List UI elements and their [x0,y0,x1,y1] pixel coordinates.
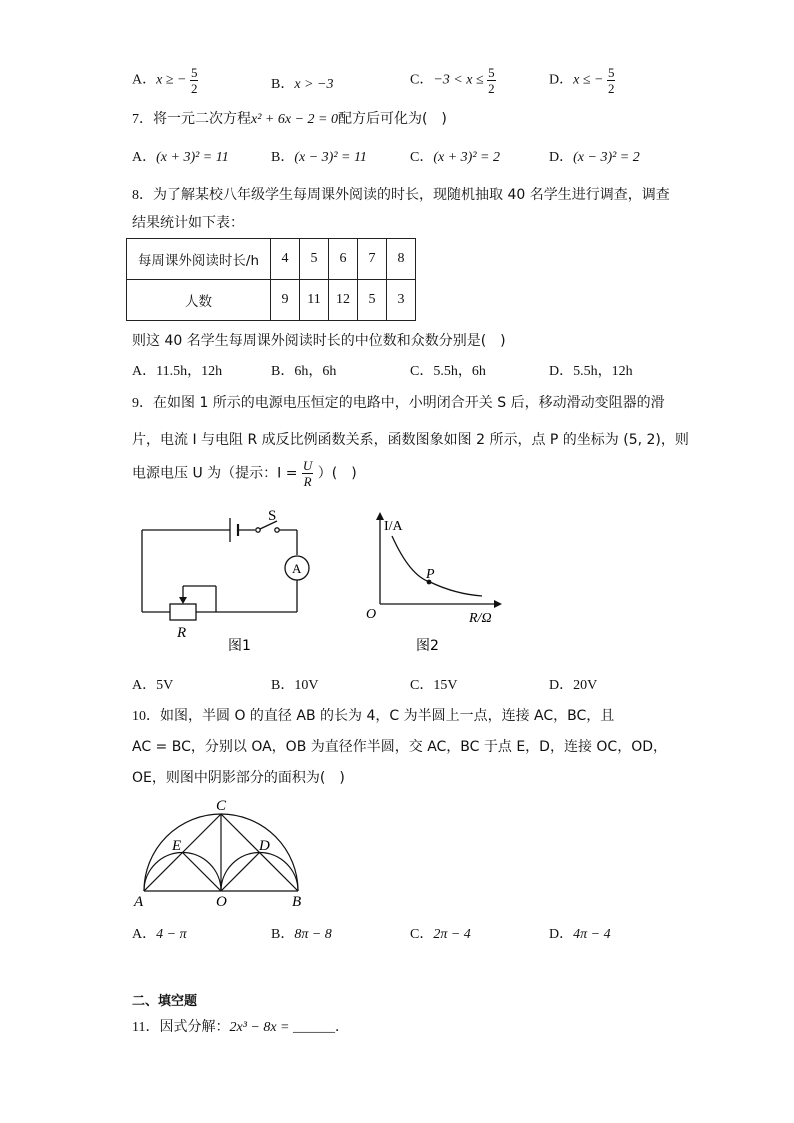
table-cell: 3 [387,280,416,321]
table-cell: 9 [271,280,300,321]
table-row [127,280,416,321]
q8-option-d: D．5.5h，12h [549,364,633,379]
q11-stem: 11．因式分解：2x³ − 8x = ______． [132,1019,350,1035]
table-header-time: 每周课外阅读时长/h [127,239,271,280]
q8-option-c: C．5.5h，6h [410,364,486,379]
label-b: B [292,894,302,910]
q7-option-d: D．(x − 3)² = 2 [549,150,640,165]
label-a: A [134,894,144,910]
q8-option-a: A．11.5h，12h [132,364,223,379]
label-d: D [259,838,270,854]
q10-option-b: B．8π − 8 [271,927,332,942]
inverse-function-graph [360,508,505,660]
q7-option-c: C．(x + 3)² = 2 [410,150,500,165]
q8-question: 则这 40 名学生每周课外阅读时长的中位数和众数分别是( ) [132,333,506,349]
q9-option-d: D．20V [549,678,598,693]
q9-option-c: C．15V [410,678,458,693]
small-semicircle-left [144,853,221,891]
table-cell: 8 [387,239,416,280]
q8-stem-line2: 结果统计如下表： [132,215,244,231]
table-cell: 12 [329,280,358,321]
table-cell: 11 [300,280,329,321]
table-cell: 5 [358,280,387,321]
q9-option-a: A．5V [132,678,174,693]
resistor-label: R [177,625,187,641]
point-p-label: P [426,567,435,582]
origin-label: O [366,607,377,622]
q10-option-c: C．2π − 4 [410,927,471,942]
section-title: 二、填空题 [132,994,198,1009]
q7-stem: 7．将一元二次方程x² + 6x − 2 = 0配方后可化为( ) [132,111,447,127]
table-cell: 5 [300,239,329,280]
label-o: O [216,894,227,910]
table-cell: 6 [329,239,358,280]
label-e: E [172,838,182,854]
q9-option-b: B．10V [271,678,319,693]
q10-option-d: D．4π − 4 [549,927,611,942]
q6-option-a: A．x ≥ − $\frac{5}{2}$ [132,65,198,96]
q9-stem-line3: 电源电压 U 为（提示：I = $\frac{U}{R}$ ）( ) [132,458,357,489]
label-c: C [216,798,227,814]
q6-option-d: D．x ≤ − $\frac{5}{2}$ [549,65,615,96]
table-cell: 4 [271,239,300,280]
q10-stem-line1: 10．如图，半圆 O 的直径 AB 的长为 4，C 为半圆上一点，连接 AC，BC，且 [132,708,615,724]
q10-stem-line2: AC = BC，分别以 OA，OB 为直径作半圆，交 AC，BC 于点 E，D，连接 OC，OD， [132,739,668,755]
segment-oe [183,853,222,892]
ammeter-label: A [292,561,302,576]
q7-option-b: B．(x − 3)² = 11 [271,150,367,165]
q8-stem-line1: 8．为了解某校八年级学生每周课外阅读的时长，现随机抽取 40 名学生进行调查，调查 [132,187,670,203]
y-axis-label: I/A [384,519,403,534]
x-axis-label: R/Ω [469,611,492,626]
semicircle-diagram [130,796,310,910]
q9-stem-line1: 9．在如图 1 所示的电源电压恒定的电路中，小明闭合开关 S 后，移动滑动变阻器的滑 [132,395,665,411]
q6-option-c: C．−3 < x ≤ $\frac{5}{2}$ [410,65,495,96]
q10-option-a: A．4 − π [132,927,187,942]
rheostat-resistor [170,604,196,620]
table-row [127,239,416,280]
circuit-diagram [130,500,330,660]
q7-option-a: A．(x + 3)² = 11 [132,150,229,165]
reading-time-table [126,238,416,321]
q6-option-b: B．x > −3 [271,77,334,92]
inverse-curve [392,536,482,596]
segment-od [221,853,260,892]
q10-stem-line3: OE，则图中阴影部分的面积为( ) [132,770,345,786]
q9-stem-line2: 片，电流 I 与电阻 R 成反比例函数关系，函数图象如图 2 所示，点 P 的坐标为 (5, 2)，则 [132,432,689,448]
q8-option-b: B．6h，6h [271,364,337,379]
switch-label: S [268,508,277,524]
table-cell: 7 [358,239,387,280]
table-header-count: 人数 [127,280,271,321]
figure1-caption: 图1 [228,638,251,654]
small-semicircle-right [221,853,298,892]
figure2-caption: 图2 [416,638,439,654]
